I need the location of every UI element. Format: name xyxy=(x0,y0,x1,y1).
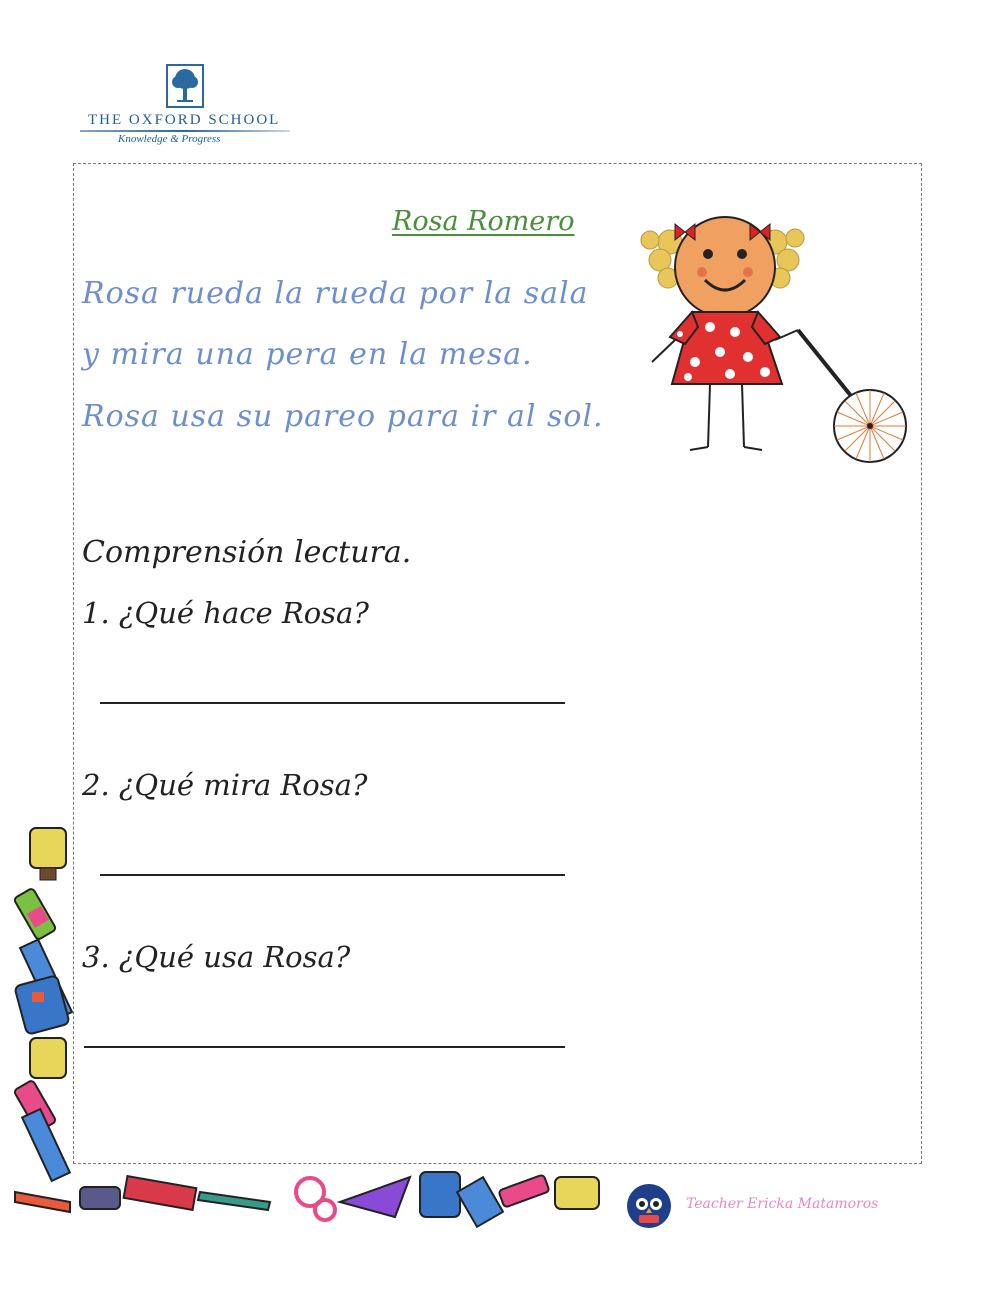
owl-avatar-icon xyxy=(625,1182,673,1230)
poem-line: Rosa rueda la rueda por la sala xyxy=(82,276,589,311)
answer-line-1[interactable] xyxy=(100,702,565,704)
poem-line: Rosa usa su pareo para ir al sol. xyxy=(82,399,604,434)
school-logo xyxy=(80,64,295,152)
tree-icon xyxy=(166,64,204,108)
comprehension-heading: Comprensión lectura. xyxy=(82,535,412,570)
logo-divider xyxy=(80,130,290,132)
poem-line: y mira una pera en la mesa. xyxy=(82,337,533,372)
worksheet-title: Rosa Romero xyxy=(392,206,575,237)
question-3: 3. ¿Qué usa Rosa? xyxy=(82,940,351,974)
school-name: THE OXFORD SCHOOL xyxy=(88,112,281,128)
answer-line-2[interactable] xyxy=(100,874,565,876)
girl-with-wheel-illustration xyxy=(630,212,920,472)
question-1: 1. ¿Qué hace Rosa? xyxy=(82,596,369,630)
school-tagline: Knowledge & Progress xyxy=(118,133,221,145)
school-supplies-border-left xyxy=(10,820,85,1190)
question-2: 2. ¿Qué mira Rosa? xyxy=(82,768,368,802)
answer-line-3[interactable] xyxy=(84,1046,565,1048)
school-supplies-border-bottom xyxy=(10,1162,610,1232)
teacher-credit: Teacher Ericka Matamoros xyxy=(686,1196,879,1212)
